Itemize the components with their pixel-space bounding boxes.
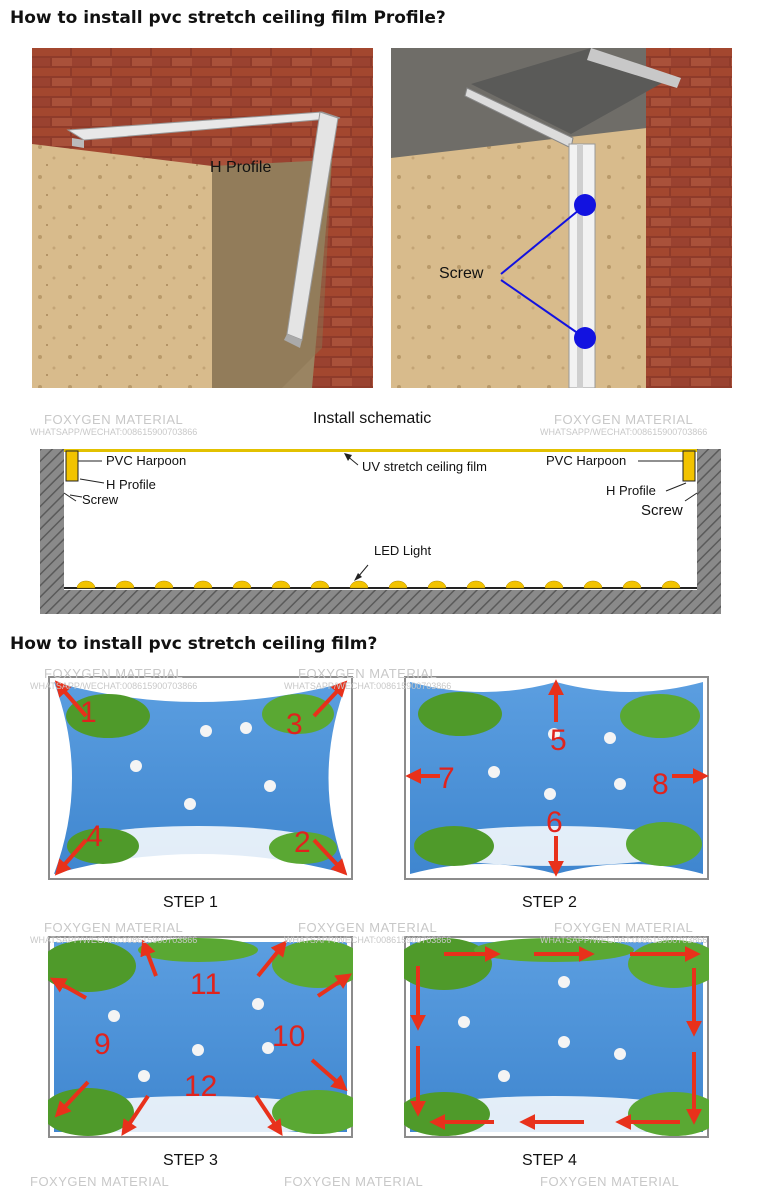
watermark: FOXYGEN MATERIAL WHATSAPP/WECHAT:008615900703866 (284, 666, 452, 691)
label-screw-right: Screw (641, 502, 683, 519)
watermark: FOXYGEN MATERIAL WHATSAPP/WECHAT:008615900703866 (540, 412, 708, 437)
step2-number-7: 7 (438, 762, 455, 795)
section-heading-profile: How to install pvc stretch ceiling film Profile? (10, 8, 446, 28)
watermark: FOXYGEN MATERIAL (540, 1174, 680, 1189)
label-h-profile-left: H Profile (106, 477, 156, 492)
h-profile-label: H Profile (210, 159, 272, 176)
step-1-panel (48, 676, 353, 880)
step-1-label: STEP 1 (163, 894, 218, 911)
step2-number-6: 6 (546, 806, 563, 839)
label-led-light: LED Light (374, 543, 432, 558)
label-pvc-harpoon-left: PVC Harpoon (106, 453, 187, 468)
watermark: FOXYGEN MATERIAL WHATSAPP/WECHAT:008615900703866 (284, 920, 452, 945)
step-3-label: STEP 3 (163, 1152, 218, 1169)
photo-screw (391, 48, 732, 388)
step3-number-12: 12 (184, 1070, 218, 1103)
watermark: FOXYGEN MATERIAL WHATSAPP/WECHAT:008615900703866 (30, 412, 198, 437)
watermark: FOXYGEN MATERIAL (284, 1174, 424, 1189)
step-4-label: STEP 4 (522, 1152, 577, 1169)
step1-number-3: 3 (286, 708, 303, 741)
step-3-panel (48, 936, 353, 1138)
step-2-label: STEP 2 (522, 894, 577, 911)
step1-number-4: 4 (86, 820, 103, 853)
step3-number-9: 9 (94, 1028, 111, 1061)
label-h-profile-right: H Profile (606, 483, 656, 498)
section-heading-film: How to install pvc stretch ceiling film? (10, 634, 378, 654)
step1-number-1: 1 (80, 696, 97, 729)
install-schematic-title: Install schematic (313, 410, 432, 427)
screw-dot-top (574, 194, 596, 216)
screw-dot-bottom (574, 327, 596, 349)
step1-number-2: 2 (294, 826, 311, 859)
watermark: FOXYGEN MATERIAL (30, 1174, 170, 1189)
install-schematic (40, 449, 721, 614)
watermark: FOXYGEN MATERIAL WHATSAPP/WECHAT:008615900703866 (30, 920, 198, 945)
watermark: FOXYGEN MATERIAL WHATSAPP/WECHAT:008615900703866 (540, 920, 708, 945)
step2-number-8: 8 (652, 768, 669, 801)
step3-number-10: 10 (272, 1020, 306, 1053)
label-screw-left: Screw (82, 492, 119, 507)
label-pvc-harpoon-right: PVC Harpoon (546, 453, 627, 468)
step2-number-5: 5 (550, 724, 567, 757)
screw-label: Screw (439, 265, 484, 282)
step-2-panel (404, 676, 709, 880)
watermark: FOXYGEN MATERIAL WHATSAPP/WECHAT:008615900703866 (30, 666, 198, 691)
label-uv-film: UV stretch ceiling film (362, 459, 487, 474)
photo-h-profile (32, 48, 373, 388)
step-4-panel (404, 936, 709, 1138)
step3-number-11: 11 (190, 968, 222, 1001)
